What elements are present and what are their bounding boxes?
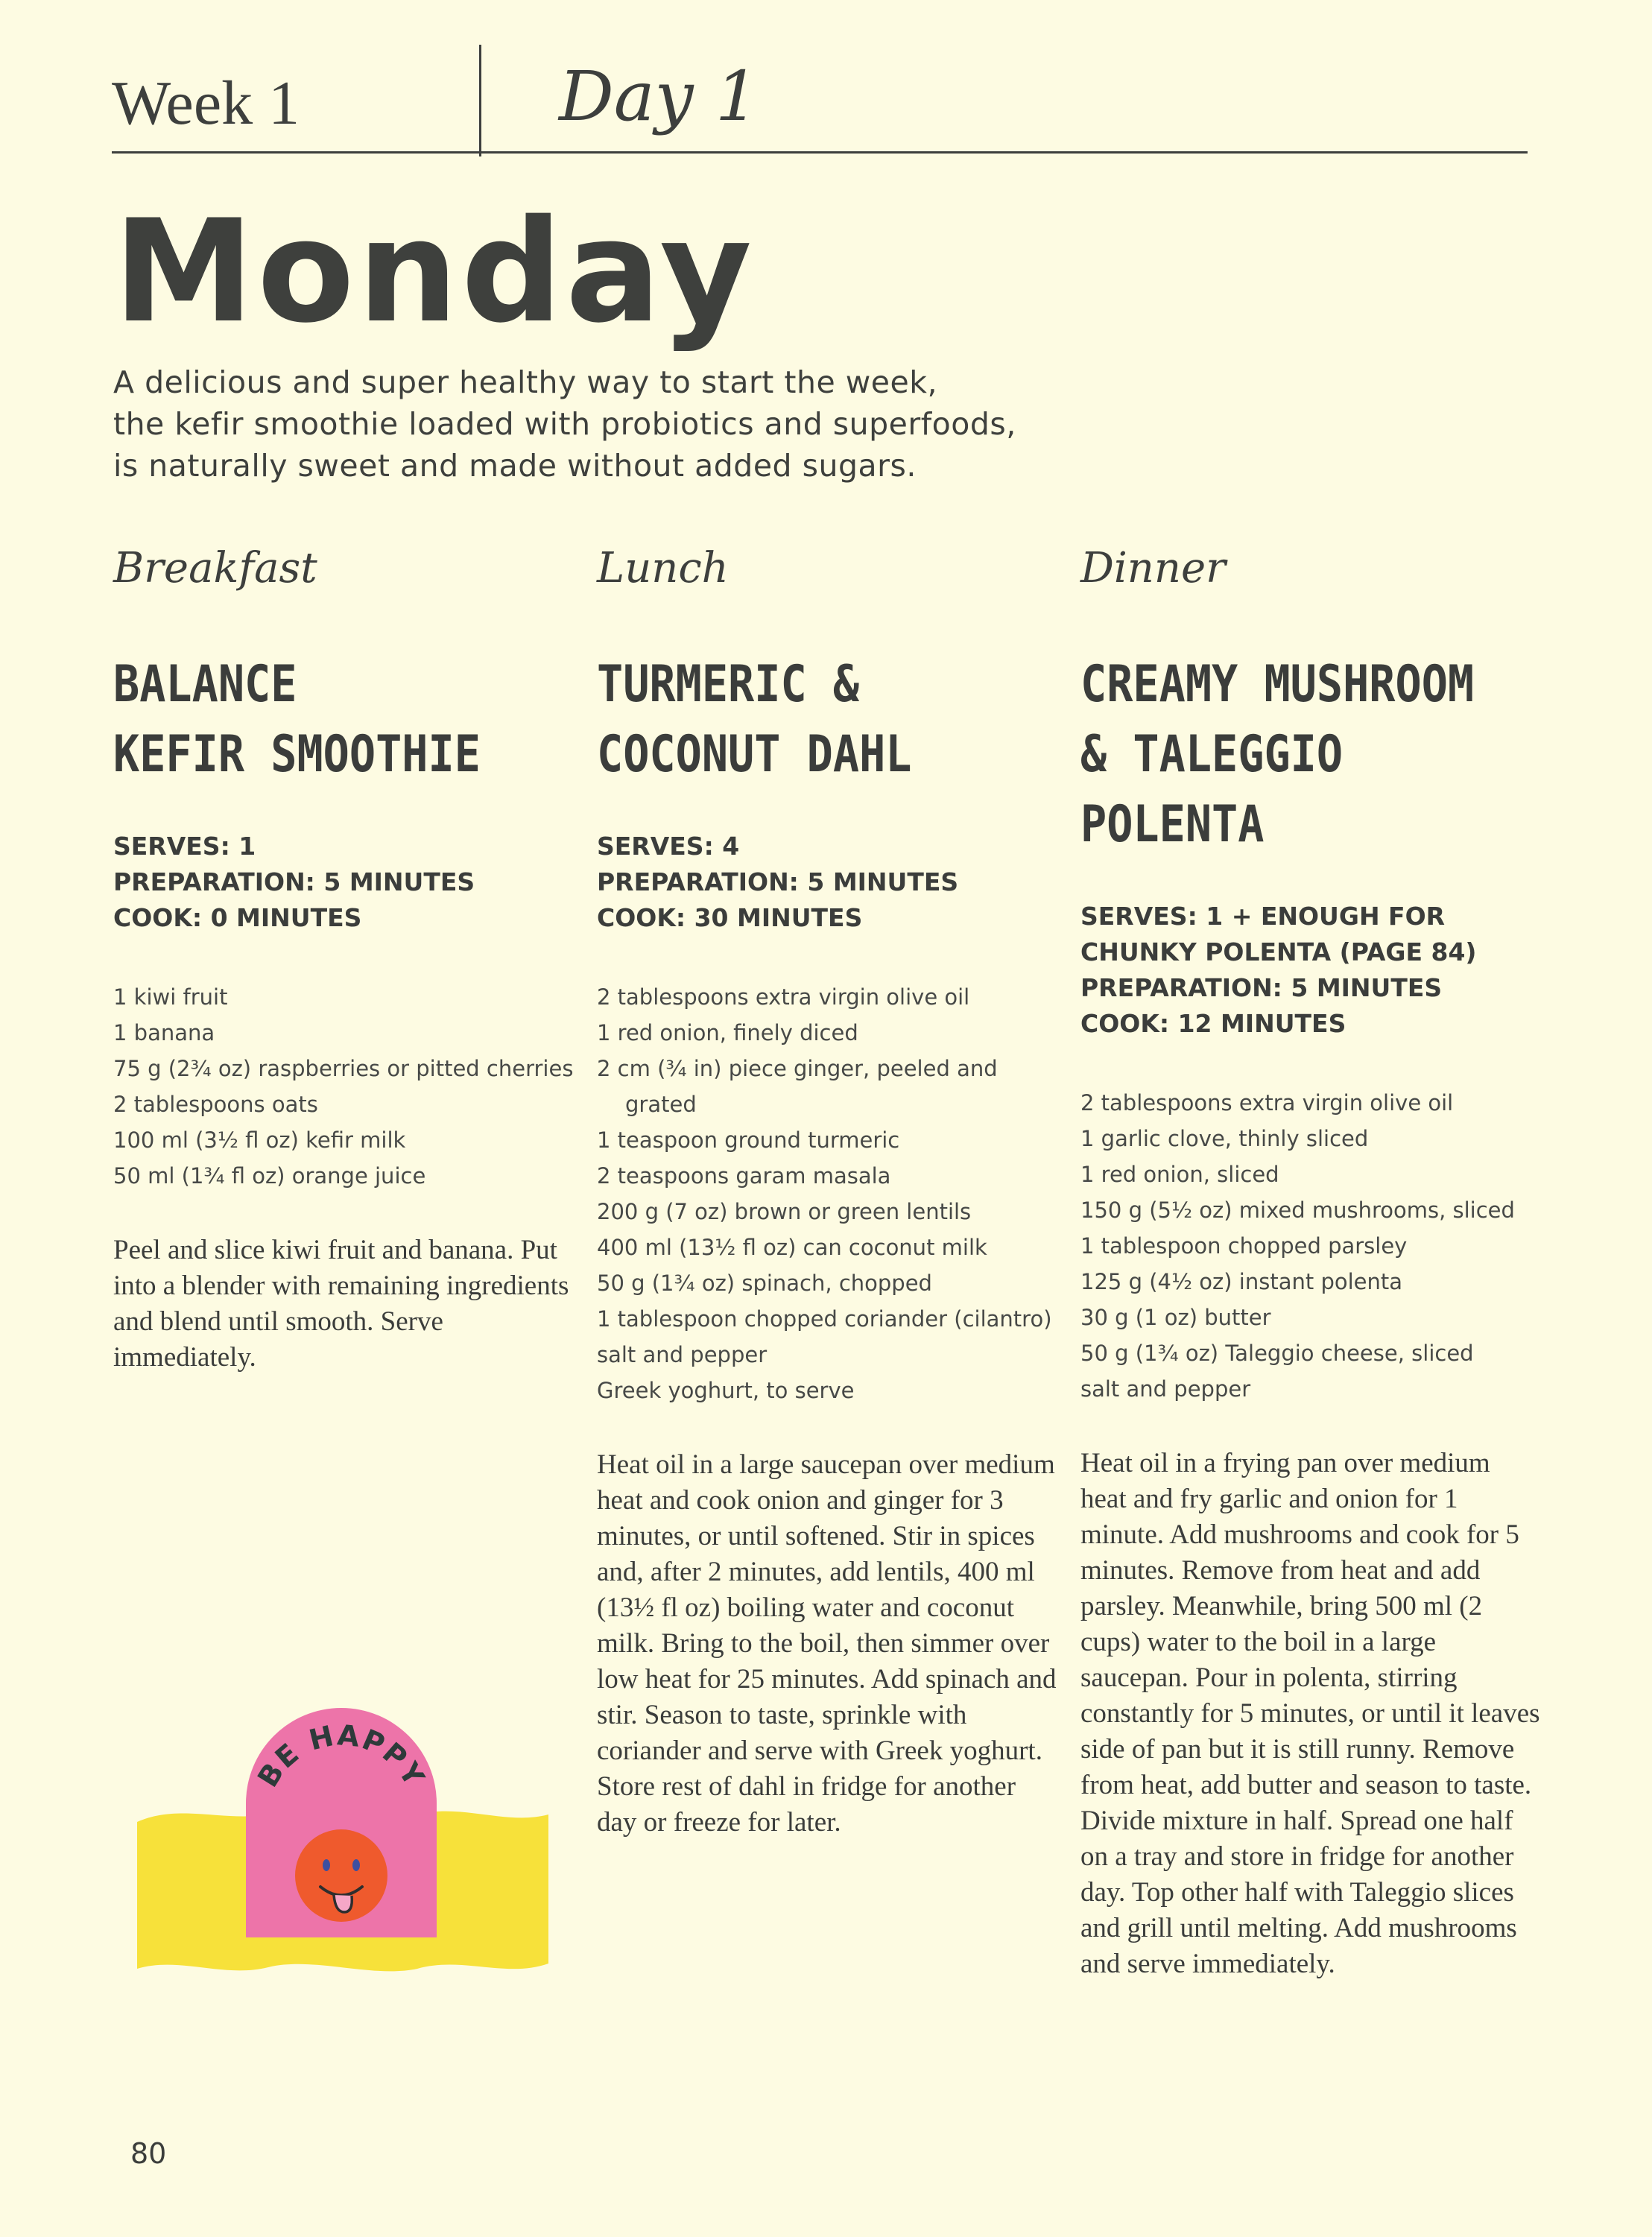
ingredient: 2 cm (¾ in) piece ginger, peeled and grated <box>597 1056 998 1117</box>
ingredient: 1 red onion, finely diced <box>597 1020 858 1045</box>
ingredient: 1 kiwi fruit <box>113 984 228 1010</box>
recipe-name-line: TURMERIC & <box>597 655 860 714</box>
ingredient: 30 g (1 oz) butter <box>1080 1305 1271 1330</box>
preparation-time: PREPARATION: 5 MINUTES <box>113 867 475 896</box>
be-happy-sticker <box>134 1692 551 1975</box>
ingredients-list <box>1080 1085 1542 1407</box>
method-text: Heat oil in a frying pan over medium heat and fry garlic and onion for 1 minute. Add mushrooms and cook for 5 minutes. Remove from heat and add parsley. Meanwhile, bring 500 ml (2 cups) water to the boil in a large saucepan. Pour in polenta, stirring constantly for 5 minutes, or until it leaves side of pan but it is still runny. Remove from heat, add butter and season to taste. Divide mixture in half. Spread one half on a tray and store in fridge for another day. Top other half with Taleggio slices and grill until melting. Add mushrooms and serve immediately. <box>1080 1448 1540 1979</box>
week-label: Week 1 <box>112 69 300 138</box>
recipe-name <box>1080 650 1478 860</box>
ingredients-list <box>113 979 575 1194</box>
ingredient: 50 g (1¾ oz) spinach, chopped <box>597 1271 932 1296</box>
recipe-name <box>113 650 510 790</box>
recipe-meta <box>1080 899 1542 1042</box>
header-rule <box>112 151 1528 154</box>
intro-line: the kefir smoothie loaded with probiotics and superfoods, <box>113 406 1016 442</box>
meal-heading-lunch: Lunch <box>597 544 729 592</box>
recipe-name-line: & TALEGGIO POLENTA <box>1080 725 1344 854</box>
header-divider <box>479 45 481 156</box>
page-title: Monday <box>113 189 756 354</box>
serves-note: CHUNKY POLENTA (PAGE 84) <box>1080 937 1477 966</box>
ingredient: 50 g (1¾ oz) Taleggio cheese, sliced <box>1080 1341 1474 1366</box>
ingredient: 1 tablespoon chopped parsley <box>1080 1233 1408 1259</box>
ingredient: 200 g (7 oz) brown or green lentils <box>597 1199 972 1224</box>
ingredient: 100 ml (3½ fl oz) kefir milk <box>113 1127 406 1153</box>
breakfast-column <box>113 544 575 1376</box>
recipe-name <box>597 650 994 790</box>
recipe-meta <box>597 829 1059 936</box>
intro-line: is naturally sweet and made without added sugars. <box>113 448 917 484</box>
cook-time: COOK: 30 MINUTES <box>597 903 863 932</box>
preparation-time: PREPARATION: 5 MINUTES <box>597 867 959 896</box>
recipe-name-line: CREAMY MUSHROOM <box>1080 655 1475 714</box>
serves: SERVES: 1 <box>113 832 256 861</box>
ingredient: 1 garlic clove, thinly sliced <box>1080 1126 1369 1151</box>
serves: SERVES: 1 + ENOUGH FOR <box>1080 902 1446 931</box>
ingredient: 1 tablespoon chopped coriander (cilantro) <box>597 1306 1052 1332</box>
lunch-column <box>597 544 1059 1841</box>
dinner-column <box>1080 544 1542 1982</box>
ingredient: 1 banana <box>113 1020 215 1045</box>
meal-heading-breakfast: Breakfast <box>113 544 317 592</box>
recipe-name-line: COCONUT DAHL <box>597 725 912 784</box>
ingredient: salt and pepper <box>597 1342 768 1367</box>
ingredient: 2 tablespoons oats <box>113 1092 318 1117</box>
ingredient: 2 tablespoons extra virgin olive oil <box>1080 1090 1454 1116</box>
cook-time: COOK: 0 MINUTES <box>113 903 362 932</box>
intro-line: A delicious and super healthy way to start the week, <box>113 364 937 400</box>
be-happy-text: BE HAPPY <box>251 1718 431 1793</box>
meal-heading-dinner: Dinner <box>1080 544 1226 592</box>
smiley-eye-icon <box>323 1859 330 1871</box>
day-label: Day 1 <box>559 57 759 136</box>
page-number: 80 <box>130 2137 167 2170</box>
ingredient: 75 g (2¾ oz) raspberries or pitted cherries <box>113 1056 574 1081</box>
smiley-eye-icon <box>352 1859 360 1871</box>
serves: SERVES: 4 <box>597 832 740 861</box>
recipe-meta <box>113 829 575 936</box>
ingredient: salt and pepper <box>1080 1376 1251 1402</box>
ingredient: 125 g (4½ oz) instant polenta <box>1080 1269 1403 1294</box>
ingredient: Greek yoghurt, to serve <box>597 1378 855 1403</box>
intro-text <box>113 361 1156 487</box>
recipe-name-line: KEFIR SMOOTHIE <box>113 725 481 784</box>
ingredient: 1 red onion, sliced <box>1080 1162 1279 1187</box>
method-text: Peel and slice kiwi fruit and banana. Put into a blender with remaining ingredients and blend until smooth. Serve immediately. <box>113 1235 569 1373</box>
ingredient: 50 ml (1¾ fl oz) orange juice <box>113 1163 426 1189</box>
method-text: Heat oil in a large saucepan over medium heat and cook onion and ginger for 3 minutes, or until softened. Stir in spices and, after 2 minutes, add lentils, 400 ml (13½ fl oz) boiling water and coconut milk. Bring to the boil, then simmer over low heat for 25 minutes. Add spinach and stir. Season to taste, sprinkle with coriander and serve with Greek yoghurt. Store rest of dahl in fridge for another day or freeze for later. <box>597 1449 1057 1838</box>
recipe-name-line: BALANCE <box>113 655 297 714</box>
ingredient: 2 teaspoons garam masala <box>597 1163 891 1189</box>
ingredient: 150 g (5½ oz) mixed mushrooms, sliced <box>1080 1197 1515 1223</box>
preparation-time: PREPARATION: 5 MINUTES <box>1080 973 1443 1002</box>
ingredient: 2 tablespoons extra virgin olive oil <box>597 984 970 1010</box>
ingredient: 1 teaspoon ground turmeric <box>597 1127 900 1153</box>
ingredient: 400 ml (13½ fl oz) can coconut milk <box>597 1235 987 1260</box>
page-header <box>112 45 1528 156</box>
ingredients-list <box>597 979 1059 1408</box>
cook-time: COOK: 12 MINUTES <box>1080 1009 1346 1038</box>
